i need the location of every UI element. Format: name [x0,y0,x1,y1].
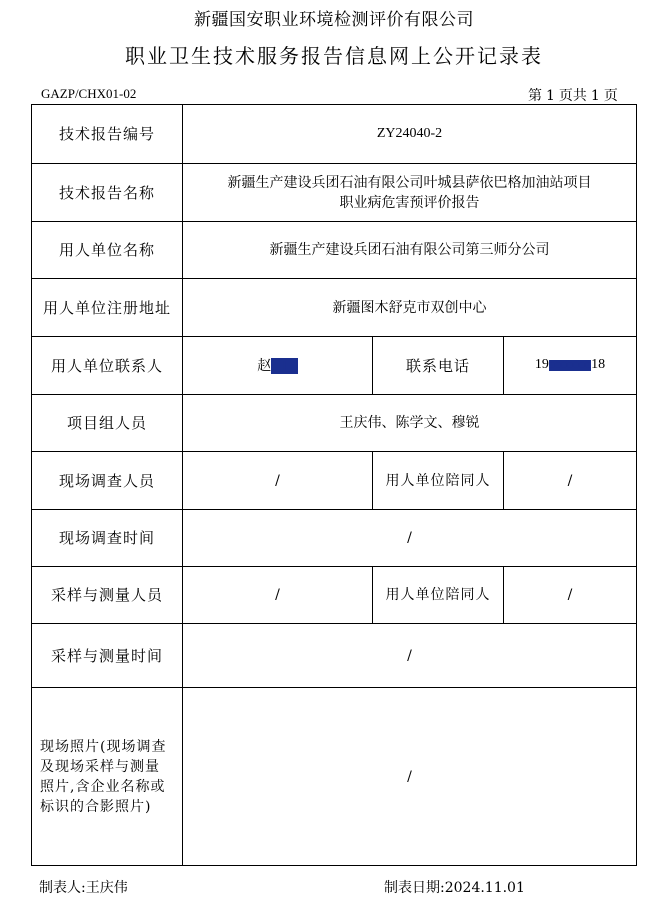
table-row [32,510,637,567]
sampling-accompany-label: 用人单位陪同人 [373,567,504,624]
table-row [32,337,637,395]
employer-name-value: 新疆生产建设兵团石油有限公司第三师分公司 [183,222,637,279]
sampling-time-label: 采样与测量时间 [32,624,183,688]
table-row [32,688,637,866]
survey-time-label: 现场调查时间 [32,510,183,567]
report-no-label: 技术报告编号 [32,105,183,164]
table-row [32,452,637,510]
photos-label-line: 及现场采样与测量 [40,758,160,775]
page-indicator [528,85,622,105]
phone-suffix: 18 [591,357,606,372]
sampling-staff-label: 采样与测量人员 [32,567,183,624]
form-title: 职业卫生技术服务报告信息网上公开记录表 [125,44,543,68]
sampling-time-value: / [183,624,637,688]
survey-time-value: / [183,510,637,567]
page-current: 1 [546,88,555,104]
employer-address-label: 用人单位注册地址 [32,279,183,337]
table-date: 制表日期:2024.11.01 [384,880,525,896]
phone-value [504,337,637,395]
report-name-label: 技术报告名称 [32,164,183,222]
table-row [32,395,637,452]
employer-address-value: 新疆图木舒克市双创中心 [183,279,637,337]
sampling-accompany-value: / [504,567,637,624]
employer-name-label: 用人单位名称 [32,222,183,279]
contact-label: 用人单位联系人 [32,337,183,395]
report-no-value: ZY24040-2 [183,105,637,164]
team-value: 王庆伟、陈学文、穆锐 [183,395,637,452]
photos-value: / [183,688,637,866]
table-row [32,105,637,164]
table-row [32,222,637,279]
team-label: 项目组人员 [32,395,183,452]
report-name-value [183,164,637,222]
table-row [32,624,637,688]
redaction-mask: ■■ [271,357,298,374]
photos-label [32,688,183,866]
page-label: 页 [603,88,618,104]
contact-name [183,337,373,395]
survey-staff-label: 现场调查人员 [32,452,183,510]
survey-accompany-value: / [504,452,637,510]
table-maker: 制表人:王庆伟 [39,880,128,896]
table-row [32,279,637,337]
survey-accompany-label: 用人单位陪同人 [373,452,504,510]
page-total: 1 [590,88,600,104]
page-label: 页共 [558,88,587,104]
document-code: GAZP/CHX01-02 [41,86,137,101]
table-row [32,567,637,624]
photos-label-line: 现场照片(现场调查 [40,738,167,755]
report-name-line: 新疆生产建设兵团石油有限公司叶城县萨依巴格加油站项目 [227,174,592,191]
phone-label: 联系电话 [373,337,504,395]
report-name-line: 职业病危害预评价报告 [339,194,480,211]
table-row [32,164,637,222]
redaction-mask: ■■■■■■■ [548,360,592,371]
record-table [31,104,637,866]
survey-staff-value: / [183,452,373,510]
company-name: 新疆国安职业环境检测评价有限公司 [194,10,474,30]
photos-label-line: 照片,含企业名称或 [40,778,166,795]
contact-name-visible: 赵 [257,357,272,374]
phone-prefix: 19 [534,357,549,372]
sampling-staff-value: / [183,567,373,624]
photos-label-line: 标识的合影照片) [40,798,152,815]
page-label: 第 [528,88,542,104]
